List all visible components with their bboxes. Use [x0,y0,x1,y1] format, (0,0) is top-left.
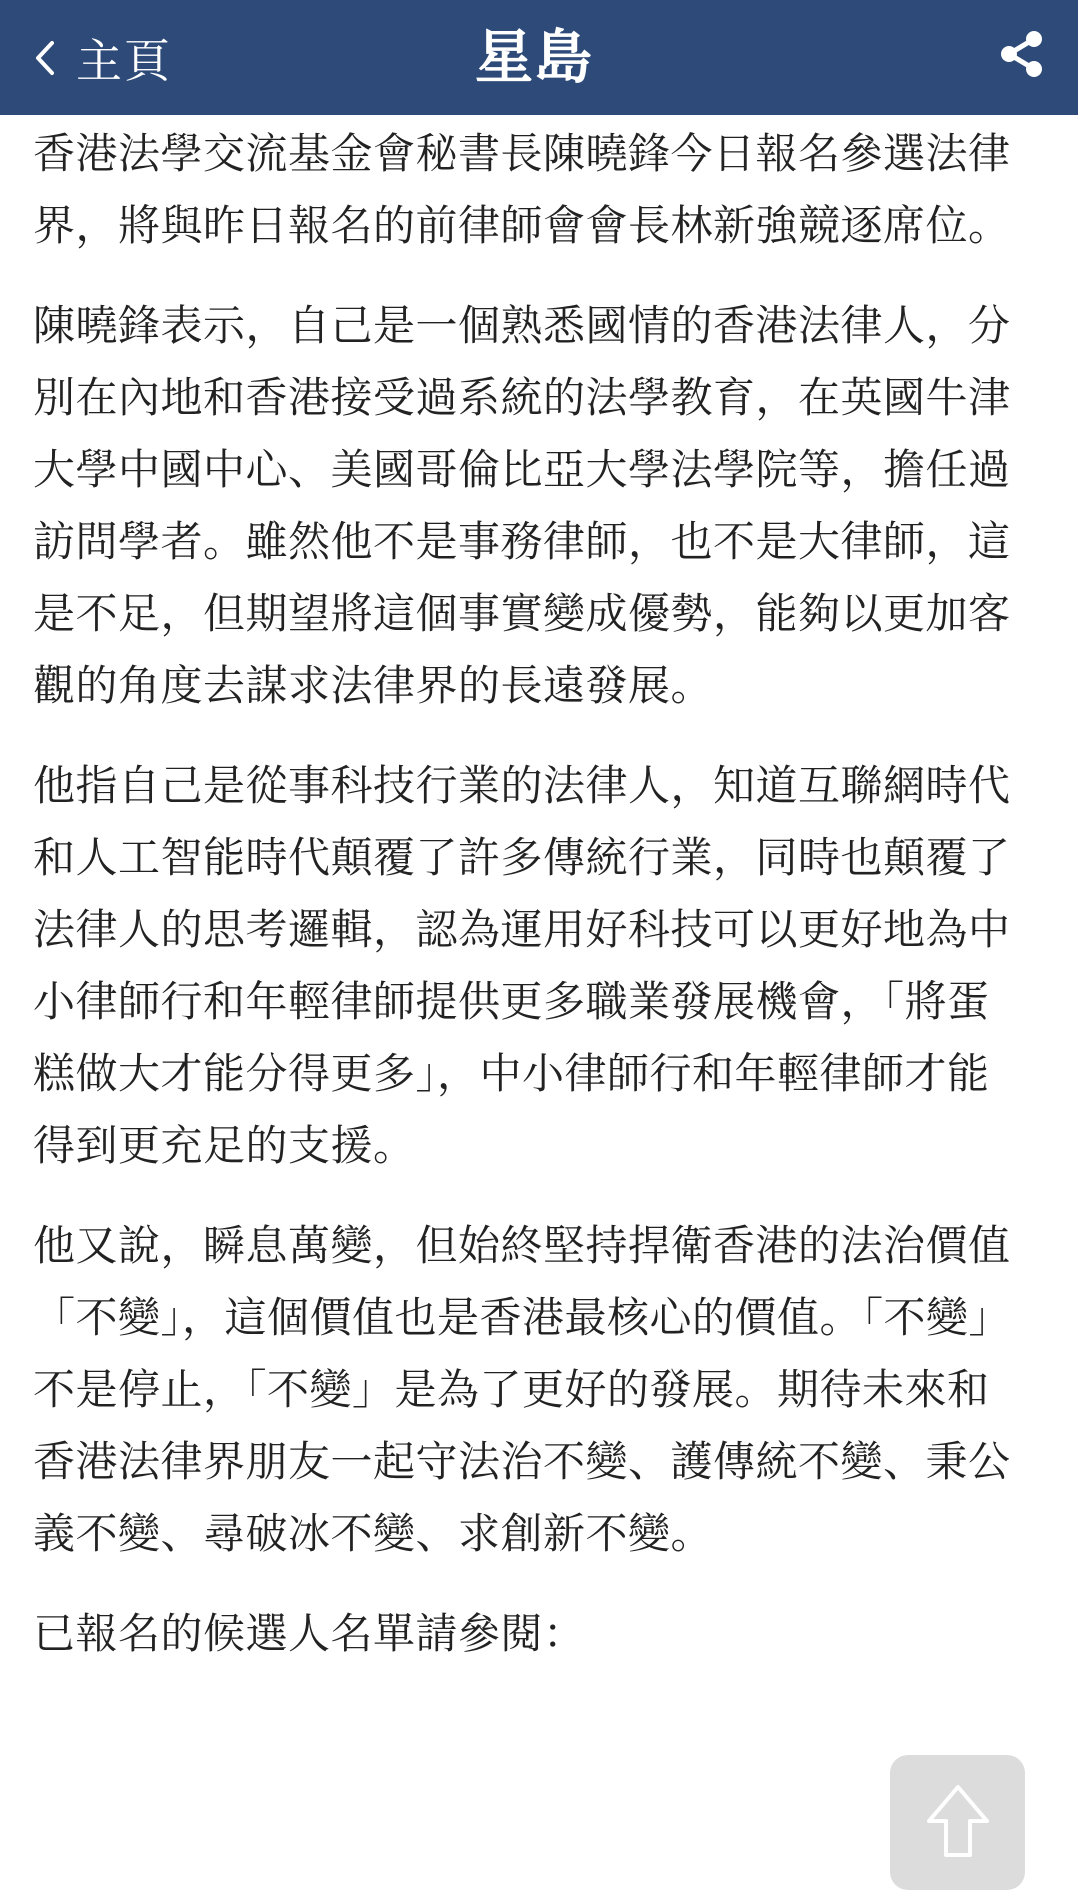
arrow-up-icon [923,1781,993,1865]
chevron-left-icon [22,35,68,81]
article-paragraph: 陳曉鋒表示，自己是一個熟悉國情的香港法律人，分別在內地和香港接受過系統的法學教育，在英國牛津大學中國中心、美國哥倫比亞大學法學院等，擔任過訪問學者。雖然他不是事務律師，也不是大律師，這是不足，但期望將這個事實變成優勢，能夠以更加客觀的角度去謀求法律界的長遠發展。 [33,301,1011,710]
article-paragraph: 已報名的候選人名單請參閱： [33,1609,586,1658]
article-paragraph: 他又說，瞬息萬變，但始終堅持捍衛香港的法治價值「不變」，這個價值也是香港最核心的價值。「不變」不是停止，「不變」是為了更好的發展。期待未來和香港法律界朋友一起守法治不變、護傳統不變、秉公義不變、尋破冰不變、求創新不變。 [33,1221,1012,1558]
share-button[interactable] [996,28,1048,80]
share-icon [996,65,1048,84]
article-paragraph: 他指自己是從事科技行業的法律人，知道互聯網時代和人工智能時代顛覆了許多傳統行業，同時也顛覆了法律人的思考邏輯，認為運用好科技可以更好地為中小律師行和年輕律師提供更多職業發展機會，「將蛋糕做大才能分得更多」，中小律師行和年輕律師才能得到更充足的支援。 [33,761,1011,1170]
back-button[interactable] [22,22,172,94]
article-paragraph: 香港法學交流基金會秘書長陳曉鋒今日報名參選法律界，將與昨日報名的前律師會會長林新強競逐席位。 [33,129,1011,250]
top-bar [0,0,1078,115]
scroll-to-top-button[interactable] [890,1755,1025,1890]
back-label: 主頁 [76,34,172,88]
site-logo[interactable]: 星島 [475,23,594,91]
article-body [33,118,1018,1698]
